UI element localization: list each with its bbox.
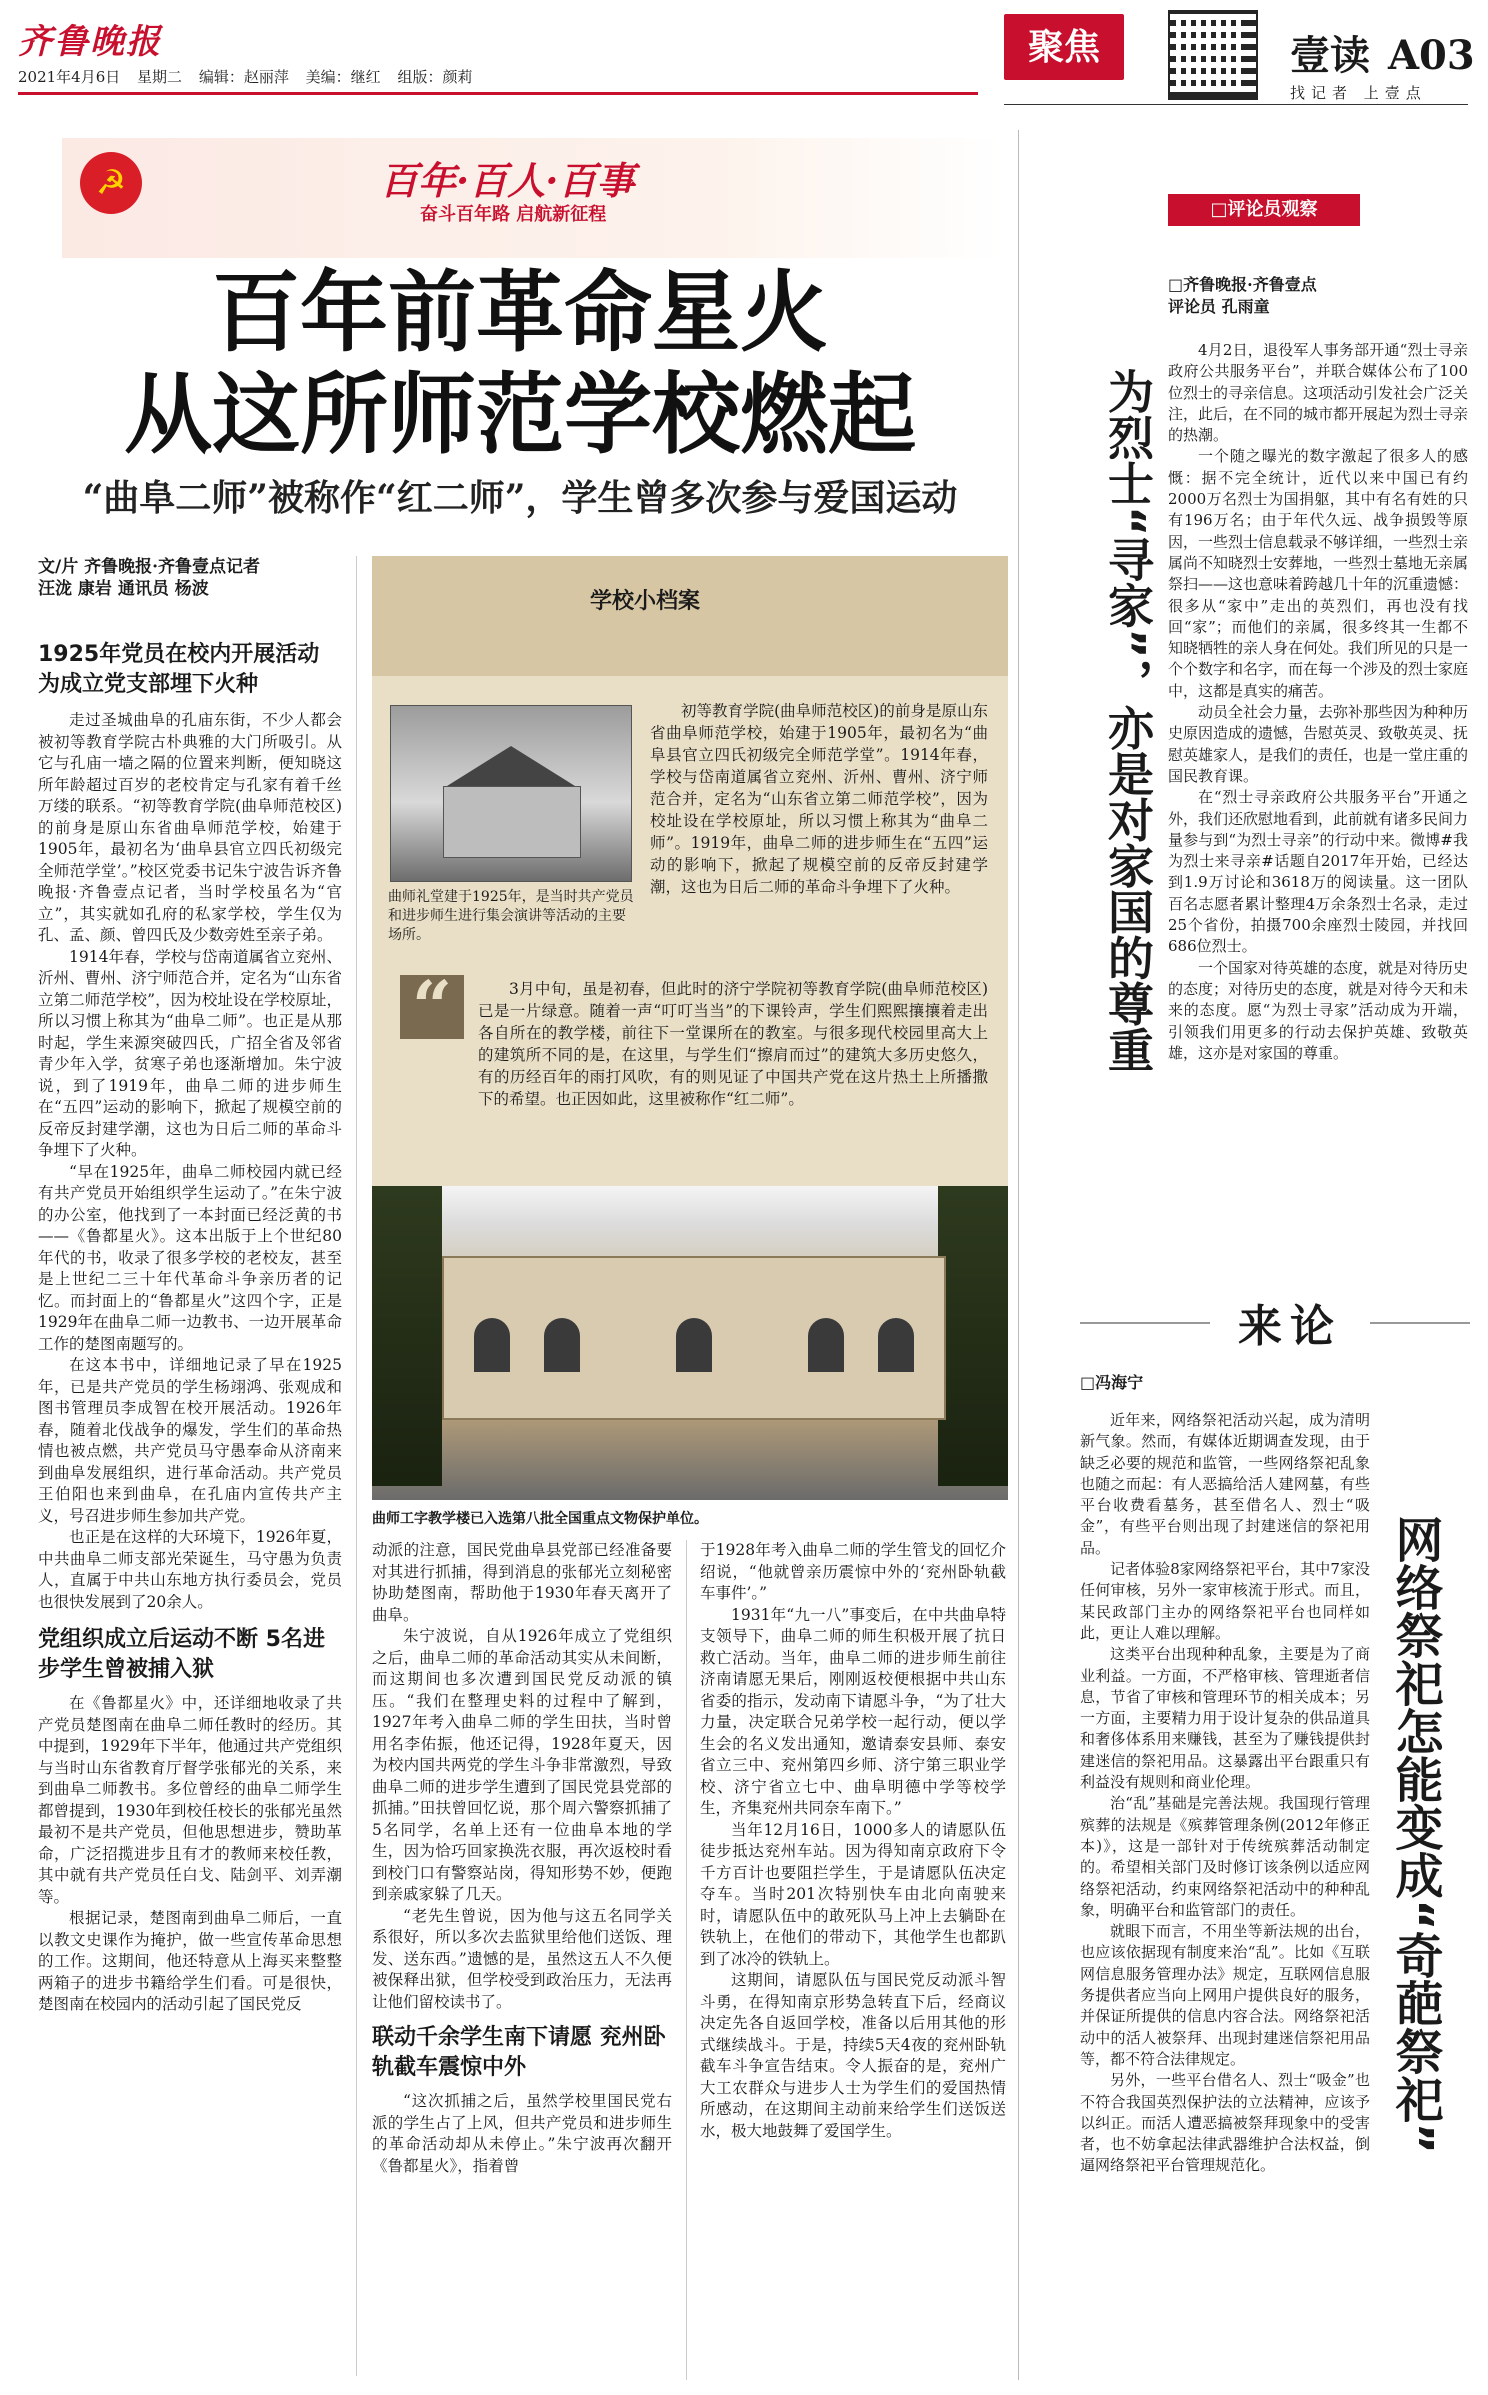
headline xyxy=(40,262,1000,466)
paragraph: 治“乱”基础是完善法规。我国现行管理殡葬的法规是《殡葬管理条例(2012年修正本)》，这是一部针对于传统殡葬活动制定的。希望相关部门及时修订该条例以适应网络祭祀活动，约束网络祭祀活动中的种种乱象，明确平台和监管部门的责任。 xyxy=(1080,1794,1370,1919)
subheadline: “曲阜二师”被称作“红二师”，学生曾多次参与爱国运动 xyxy=(82,477,958,519)
column-divider xyxy=(356,556,357,2376)
section-1-heading: 1925年党员在校内开展活动 为成立党支部埋下火种 xyxy=(38,642,320,697)
newspaper-logo: 齐鲁晚报 xyxy=(18,22,162,62)
section-tag: 聚焦 xyxy=(1004,14,1124,80)
paragraph: 动员全社会力量，去弥补那些因为种种历史原因造成的遗憾，告慰英灵、致敬英灵、抚慰英雄家人，是我们的责任，也是一堂庄重的国民教育课。 xyxy=(1168,703,1469,785)
auditorium-caption: 曲师礼堂建于1925年，是当时共产党员和进步师生进行集会演讲等活动的主要场所。 xyxy=(388,889,634,943)
paragraph: 在《鲁都星火》中，还详细地收录了共产党员楚图南在曲阜二师任教时的经历。其中提到，1929年下半年，他通过共产党组织与当时山东省教育厅督学张郁光的关系，来到曲阜二师教书。多位曾经的曲阜二师学生都曾提到，1930年到校任校长的张郁光虽然最初不是共产党员，但他思想进步，赞助革命，广泛招揽进步且有才的教师来校任教，其中就有共产党员任白戈、陆剑平、刘弄潮等。 xyxy=(38,1694,342,1906)
photo-tree xyxy=(372,1186,442,1486)
laitlun-title: 网络祭祀怎能变成“奇葩祭祀” xyxy=(1387,1515,1443,2155)
paragraph: 4月2日，退役军人事务部开通“烈士寻亲政府公共服务平台”，并联合媒体公布了100位烈士的寻亲信息。这项活动引发社会广泛关注，此后，在不同的城市都开展起为烈士寻亲的热潮。 xyxy=(1168,341,1469,445)
byline-line-1: 文/片 齐鲁晚报·齐鲁壹点记者 xyxy=(38,557,261,577)
photo-window xyxy=(878,1318,914,1372)
auditorium-photo xyxy=(390,705,632,882)
designer-credit: 美编：继红 xyxy=(305,68,381,86)
headline-line-2: 从这所师范学校燃起 xyxy=(123,363,916,466)
paragraph: 走过圣城曲阜的孔庙东街，不少人都会被初等教育学院古朴典雅的大门所吸引。从它与孔庙一墙之隔的位置来判断，便知晓这所年龄超过百岁的老校肯定与孔家有着千丝万缕的联系。“初等教育学院(曲阜师范校区)的前身是原山东省曲阜师范学校，始建于1905年，最初名为‘曲阜县官立四氏初级完全师范学堂’。”校区党委书记朱宁波告诉齐鲁晚报·齐鲁壹点记者，当时学校虽名为“官立”，其实就如孔府的私家学校，学生仅为孔、孟、颜、曾四氏及少数旁姓至亲子弟。 xyxy=(38,711,342,944)
photo-window xyxy=(474,1318,510,1372)
issue-date: 2021年4月6日 xyxy=(18,68,121,86)
section-2-heading: 党组织成立后运动不断 5名进步学生曾被捕入狱 xyxy=(38,1627,325,1682)
dossier-text: 初等教育学院(曲阜师范校区)的前身是原山东省曲阜师范学校，始建于1905年，最初名为“曲阜县官立四氏初级完全师范学堂”。1914年春，学校与岱南道属省立兖州、沂州、曹州、济宁师范合并，定名为“山东省立第二师范学校”，因为校址设在学校原址，所以习惯上称其为“曲阜二师”。1919年，曲阜二师的进步师生在“五四”运动的影响下，掀起了规模空前的反帝反封建学潮，这也为日后二师的革命斗争埋下了火种。 xyxy=(650,702,988,896)
paragraph: 一个国家对待英雄的态度，就是对待历史的态度；对待历史的态度，就是对待今天和未来的态度。愿“为烈士寻家”活动成为开端，引领我们用更多的行动去保护英雄、致敬英雄，这亦是对家国的尊重。 xyxy=(1168,958,1469,1062)
paragraph: 在这本书中，详细地记录了早在1925年，已是共产党员的学生杨翊鸿、张观成和图书管理员李成智在校开展活动。1926年春，随着北伐战争的爆发，学生们的革命热情也被点燃，共产党员马守愚奉命从济南来到曲阜发展组织，进行革命活动。共产党员王伯阳也来到曲阜，在孔庙内宣传共产主义，号召进步师生参加共产党。 xyxy=(38,1356,342,1525)
paragraph: 1931年“九一八”事变后，在中共曲阜特支领导下，曲阜二师的师生积极开展了抗日救亡活动。当年，曲阜二师的进步师生前往济南请愿无果后，刚刚返校便根据中共山东省委的指示，发动南下请愿斗争，“为了壮大力量，决定联合兄弟学校一起行动，便以学生会的名义发出通知，邀请泰安县师、泰安省立三中、兖州第四乡师、济宁第三职业学校、济宁省立七中、曲阜明德中学等校学生，齐集兖州共同奈车南下。” xyxy=(700,1605,1006,1817)
photo-window xyxy=(544,1318,580,1372)
paragraph: 1914年春，学校与岱南道属省立兖州、沂州、曹州、济宁师范合并，定名为“山东省立第二师范学校”，因为校址设在学校原址，所以习惯上称其为“曲阜二师”。也正是从那时起，学生来源突破四氏，广招全省及邻省青少年入学，贫寒子弟也逐渐增加。朱宁波说，到了1919年，曲阜二师的进步师生在“五四”运动的影响下，掀起了规模空前的反帝反封建学潮，这也为日后二师的革命斗争埋下了火种。 xyxy=(38,947,342,1159)
banner-subtitle: 奋斗百年路 启航新征程 xyxy=(420,204,607,225)
qr-code-pattern xyxy=(1176,18,1246,88)
pull-quote: 3月中旬，虽是初春，但此时的济宁学院初等教育学院(曲阜师范校区)已是一片绿意。随着一声“叮叮当当”的下课铃声，学生们熙熙攘攘着走出各自所在的教学楼，前往下一堂课所在的教室。与很多现代校园里高大上的建筑所不同的是，在这里，与学生们“擦肩而过”的建筑大多历史悠久，有的历经百年的雨打风吹，有的则见证了中国共产党在这片热土上所播撒下的希望。也正因如此，这里被称作“红二师”。 xyxy=(478,980,988,1108)
paragraph: “老先生曾说，因为他与这五名同学关系很好，所以多次去监狱里给他们送饭、理发、送东西。”遗憾的是，虽然这五人不久便被保释出狱，但学校受到政治压力，无法再让他们留校读书了。 xyxy=(372,1906,672,2011)
commentary-byline-1: □齐鲁晚报·齐鲁壹点 xyxy=(1168,275,1317,294)
article-column-1 xyxy=(38,640,342,2016)
paragraph: 就眼下而言，不用坐等新法规的出台，也应该依据现有制度来治“乱”。比如《互联网信息服务管理办法》规定，互联网信息服务提供者应当向上网用户提供良好的服务，并保证所提供的信息内容合法。网络祭祀活动中的活人被祭拜、出现封建迷信祭祀用品等，都不符合法律规定。 xyxy=(1080,1922,1370,2068)
commentary-body xyxy=(1168,340,1468,1064)
paragraph: 朱宁波说，自从1926年成立了党组织之后，曲阜二师的革命活动其实从未间断，而这期间也多次遭到国民党反动派的镇压。“我们在整理史料的过程中了解到，1927年考入曲阜二师的学生田扶，当时曾用名李佑振，他还记得，1928年夏天，因为校内国共两党的学生斗争非常激烈，导致曲阜二师的进步学生遭到了国民党县党部的抓捕。”田扶曾回忆说，那个周六警察抓捕了5名同学，名单上还有一位曲阜本地的学生，因为恰巧回家换洗衣服，再次返校时看到校门口有警察站岗，得知形势不妙，便跑到亲戚家躲了几天。 xyxy=(372,1627,672,1903)
section-header xyxy=(1290,24,1475,81)
paragraph: 记者体验8家网络祭祀平台，其中7家没任何审核，另外一家审核流于形式。而且，某民政部门主办的网络祭祀平台也同样如此，更让人难以理解。 xyxy=(1080,1560,1370,1642)
layout-credit: 组版：颜莉 xyxy=(397,68,473,86)
paragraph: 另外，一些平台借名人、烈士“吸金”也不符合我国英烈保护法的立法精神，应该予以纠正。而活人遭恶搞被祭拜现象中的受害者，也不妨拿起法律武器维护合法权益，倒逼网络祭祀平台管理规范化。 xyxy=(1080,2071,1370,2175)
photo-wall xyxy=(443,786,581,858)
editor-credit: 编辑：赵丽萍 xyxy=(198,68,289,86)
commentary-label: □评论员观察 xyxy=(1168,194,1360,226)
section-name: 壹读 xyxy=(1290,32,1370,79)
page-number: A03 xyxy=(1388,32,1475,79)
commentary-byline-2: 评论员 孔雨童 xyxy=(1168,297,1270,316)
article-column-2 xyxy=(372,1540,672,2177)
party-emblem-icon: ☭ xyxy=(80,152,142,214)
article-column-3 xyxy=(700,1540,1006,2142)
quote-icon: “ xyxy=(400,975,464,1039)
masthead-rule xyxy=(18,92,978,95)
byline-line-2: 汪泷 康岩 通讯员 杨波 xyxy=(38,579,209,599)
byline xyxy=(38,556,338,600)
issue-meta xyxy=(18,66,484,87)
laitlun-label: 来论 xyxy=(1210,1290,1370,1354)
paragraph: 近年来，网络祭祀活动兴起，成为清明新气象。然而，有媒体近期调查发现，由于缺乏必要的规范和监管，一些网络祭祀乱象也随之而起：有人恶搞给活人建网墓，有些平台收费看墓务，甚至借名人、烈士“吸金”，有些平台则出现了封建迷信的祭祀用品。 xyxy=(1080,1411,1370,1557)
photo-window xyxy=(808,1318,844,1372)
paragraph: 这期间，请愿队伍与国民党反动派斗智斗勇，在得知南京形势急转直下后，经商议决定先各自返回学校，准备以后用其他的形式继续战斗。于是，持续5天4夜的兖州卧轨截车斗争宣告结束。令人振奋的是，兖州广大工农群众与进步人士为学生们的爱国热情所感动，在这期间主动前来给学生们送饭送水，极大地鼓舞了爱国学生。 xyxy=(700,1971,1006,2140)
teaching-building-caption: 曲师工字教学楼已入选第八批全国重点文物保护单位。 xyxy=(372,1511,708,1527)
laitlun-body xyxy=(1080,1410,1370,2177)
photo-tree xyxy=(938,1186,1008,1486)
issue-weekday: 星期二 xyxy=(137,68,183,86)
paragraph: 当年12月16日，1000多人的请愿队伍徒步抵达兖州车站。因为得知南京政府下令千方百计也要阻拦学生，于是请愿队伍决定夺车。当时201次特别快车由北向南驶来时，请愿队伍中的敢死队马上冲上去躺卧在铁轨上，在他们的带动下，其他学生也都趴到了冰冷的铁轨上。 xyxy=(700,1820,1006,1968)
commentary-byline xyxy=(1168,274,1428,318)
dossier-title: 学校小档案 xyxy=(590,588,701,614)
paragraph: 一个随之曝光的数字激起了很多人的感慨：据不完全统计，近代以来中国已有约2000万名烈士为国捐躯，其中有名有姓的只有196万名；由于年代久远、战争损毁等原因，一些烈士信息载录不够详细，一些烈士亲属尚不知晓烈士安葬地，一些烈士墓地无亲属祭扫——这也意味着跨越几十年的沉重遗憾：很多从“家中”走出的英烈们，再也没有找回“家”；而他们的亲属，很多终其一生都不知晓牺牲的亲人身在何处。我们所见的只是一个个数字和名字，而在每一个涉及的烈士家庭中，这都是真实的痛苦。 xyxy=(1168,447,1469,700)
photo-building xyxy=(442,1256,946,1420)
paragraph: 也正是在这样的大环境下，1926年夏，中共曲阜二师支部光荣诞生，马守愚为负责人，直属于中共山东地方执行委员会，党员也很快发展到了20余人。 xyxy=(38,1528,342,1611)
commentary-title: 为烈士“寻家”，亦是对家国的尊重 xyxy=(1101,368,1155,1073)
paragraph: “这次抓捕之后，虽然学校里国民党右派的学生占了上风，但共产党员和进步师生的革命活动却从未停止。”朱宁波再次翻开《鲁都星火》，指着曾 xyxy=(372,2092,672,2175)
paragraph: “早在1925年，曲阜二师校园内就已经有共产党员开始组织学生运动了。”在朱宁波的办公室，他找到了一本封面已经泛黄的书——《鲁都星火》。这本出版于上个世纪80年代的书，收录了很多学校的老校友，甚至是上世纪二三十年代革命斗争亲历者的记忆。而封面上的“鲁都星火”这四个字，正是1929年在曲阜二师一边教书、一边开展革命工作的楚图南题写的。 xyxy=(38,1162,342,1353)
paragraph: 根据记录，楚图南到曲阜二师后，一直以教文史课作为掩护，做一些宣传革命思想的工作。这期间，他还特意从上海买来整整两箱子的进步书籍给学生们看。可是很快，楚图南在校园内的活动引起了国民党反 xyxy=(38,1909,342,2013)
teaching-building-photo xyxy=(372,1186,1008,1500)
paragraph: 动派的注意，国民党曲阜县党部已经准备要对其进行抓捕，得到消息的张郁光立刻秘密协助楚图南，帮助他于1930年春天离开了曲阜。 xyxy=(372,1541,672,1624)
photo-roof xyxy=(431,746,591,786)
photo-window xyxy=(676,1318,712,1372)
paragraph: 在“烈士寻亲政府公共服务平台”开通之外，我们还欣慰地看到，此前就有诸多民间力量参与到“为烈士寻亲”的行动中来。微博#我为烈士来寻亲#话题自2017年开始，已经达到1.9万讨论和3618万的阅读量。这一团队百名志愿者累计整理4万余条烈士名录，走过25个省份，拍摄700余座烈士陵园，并找回686位烈士。 xyxy=(1168,788,1469,956)
section-3-heading: 联动千余学生南下请愿 兖州卧轨截车震惊中外 xyxy=(372,2025,666,2080)
header-rule xyxy=(1004,104,1468,105)
column-divider xyxy=(686,1540,687,2380)
slogan: 找记者 上壹点 xyxy=(1290,84,1427,102)
paragraph: 这类平台出现种种乱象，主要是为了商业利益。一方面，不严格审核、管理逝者信息，节省了审核和管理环节的相关成本；另一方面，主要精力用于设计复杂的供品道具和奢侈体系用来赚钱，甚至为了赚钱提供封建迷信的祭祀用品。这暴露出平台跟重只有利益没有规则和商业伦理。 xyxy=(1080,1645,1370,1792)
dossier-header xyxy=(372,556,1008,676)
banner-title: 百年·百人·百事 xyxy=(380,158,635,203)
headline-line-1: 百年前革命星火 xyxy=(211,261,828,364)
paragraph: 于1928年考入曲阜二师的学生管戈的回忆介绍说，“他就曾亲历震惊中外的‘兖州卧轨截车事件’。” xyxy=(700,1541,1006,1602)
column-divider xyxy=(1018,130,1019,2380)
laitlun-byline: □冯海宁 xyxy=(1080,1373,1144,1392)
